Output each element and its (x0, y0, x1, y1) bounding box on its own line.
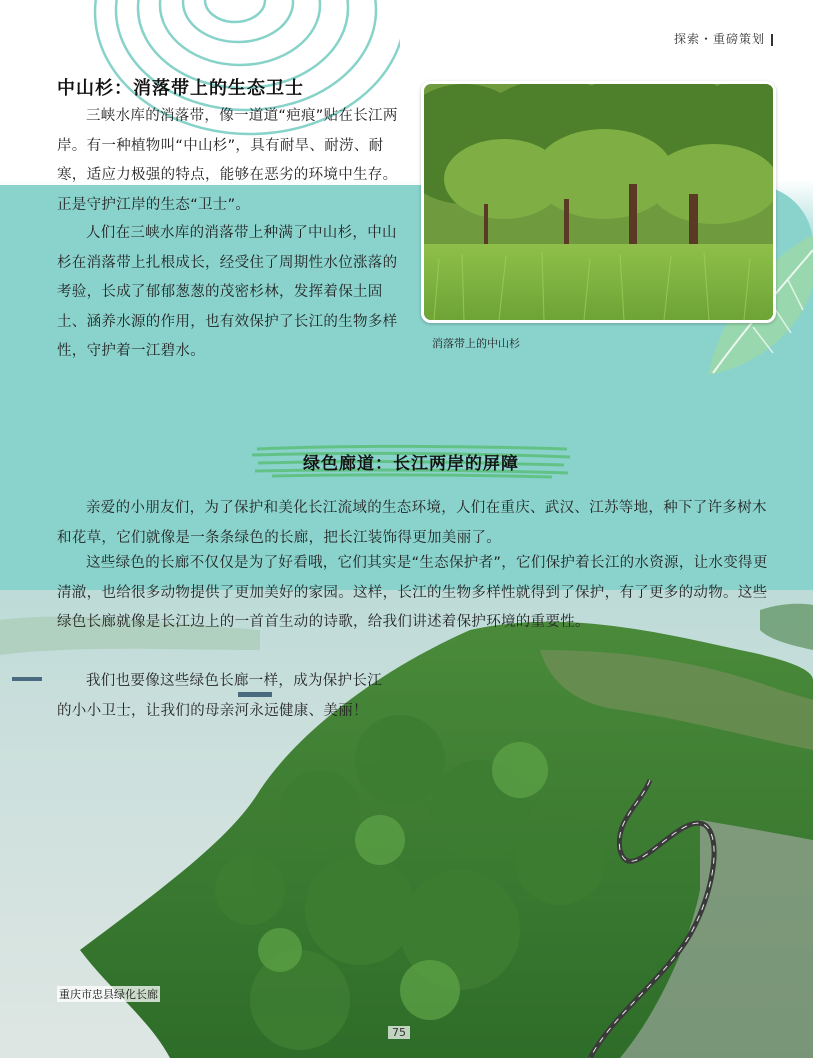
section1-paragraph-1: 三峡水库的消落带，像一道道“疤痕”贴在长江两岸。有一种植物叫“中山杉”，具有耐旱、耐涝、耐寒，适应力极强的特点，能够在恶劣的环境中生存。正是守护江岸的生态“卫士”。 (57, 108, 398, 213)
section2-paragraph-1: 亲爱的小朋友们，为了保护和美化长江流域的生态环境，人们在重庆、武汉、江苏等地，种下了许多树木和花草，它们就像是一条条绿色的长廊，把长江装饰得更加美丽了。 (57, 500, 767, 546)
aerial-photo-caption: 重庆市忠县绿化长廊 (59, 988, 158, 1001)
forest-photo (421, 81, 776, 323)
section2-paragraph-2: 这些绿色的长廊不仅仅是为了好看哦，它们其实是“生态保护者”，它们保护着长江的水资源，让水变得更清澈，也给很多动物提供了更加美好的家园。这样，长江的生物多样性就得到了保护，有了更多的动物。这些绿色长廊就像是长江边上的一首首生动的诗歌，给我们讲述着保护环境的重要性。 (57, 555, 768, 630)
section2-title-banner (252, 443, 570, 479)
forest-photo-image (424, 84, 773, 320)
column-tag (674, 30, 773, 47)
forest-photo-caption: 消落带上的中山杉 (432, 337, 520, 350)
section2-title: 绿色廊道：长江两岸的屏障 (303, 454, 519, 474)
column-tag-text: 探索・重磅策划 (673, 32, 765, 46)
section1-title: 中山杉：消落带上的生态卫士 (57, 78, 304, 99)
page-number: 75 (388, 1026, 410, 1039)
section2-paragraph-3: 我们也要像这些绿色长廊一样，成为保护长江的小小卫士，让我们的母亲河永远健康、美丽！ (57, 673, 382, 719)
column-tag-bar (771, 34, 773, 46)
section1-paragraph-2: 人们在三峡水库的消落带上种满了中山杉，中山杉在消落带上扎根成长，经受住了周期性水位涨落的考验，长成了郁郁葱葱的茂密杉林，发挥着保土固土、涵养水源的作用，也有效保护了长江的生物多样性，守护着一江碧水。 (57, 225, 398, 359)
